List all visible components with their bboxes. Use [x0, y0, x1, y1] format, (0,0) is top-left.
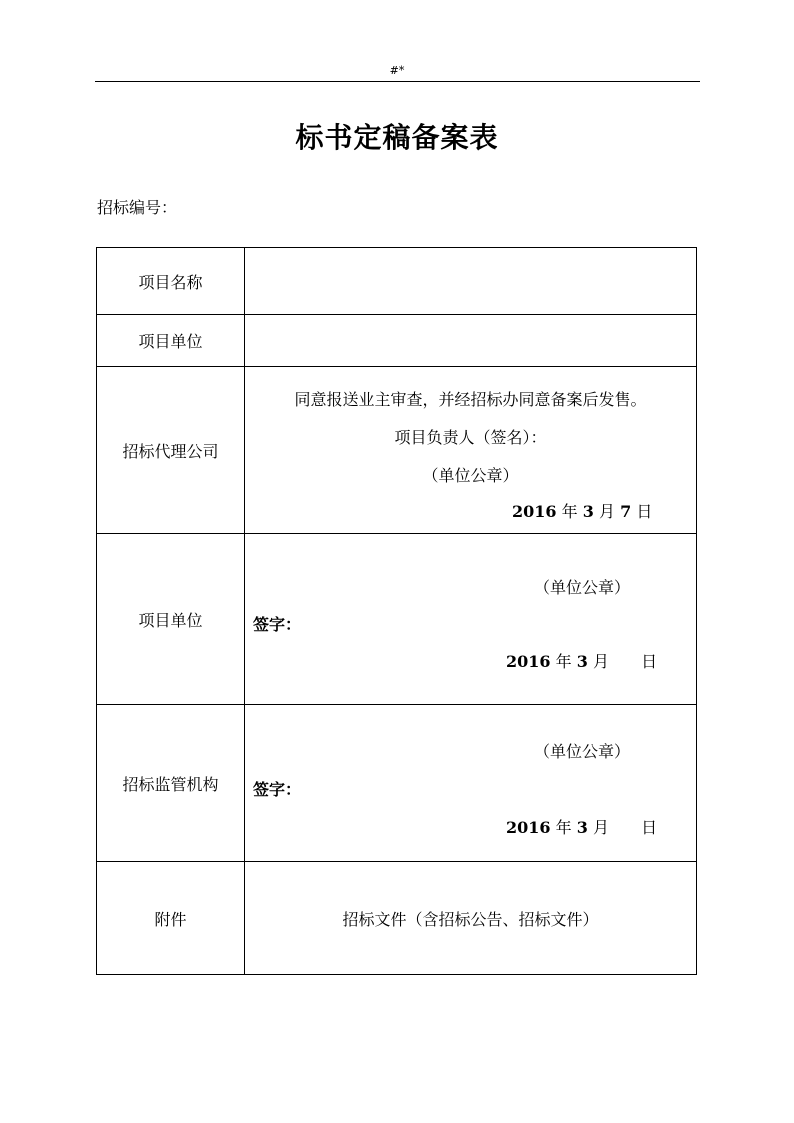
bid-number-label: 招标编号： — [97, 198, 178, 217]
row-label-supervision: 招标监管机构 — [97, 705, 245, 862]
project-unit-approval-cell — [245, 534, 697, 705]
filing-form-table — [96, 247, 697, 975]
agency-statement: 同意报送业主审查，并经招标办同意备案后发售。 — [294, 390, 647, 409]
row-label-project-unit: 项目单位 — [97, 534, 245, 705]
project-unit-date: 2016 年 3 月 日 — [506, 652, 658, 671]
project-unit-seal: （单位公章） — [534, 578, 631, 597]
header-mark: #* — [389, 64, 405, 77]
project-unit-sign-label: 签字： — [253, 615, 302, 634]
project-name-field[interactable] — [245, 248, 697, 315]
document-title: 标书定稿备案表 — [295, 121, 499, 154]
supervision-date: 2016 年 3 月 日 — [506, 818, 658, 837]
row-label-project-name: 项目名称 — [97, 248, 245, 315]
row-label-project-unit: 项目单位 — [97, 315, 245, 367]
attachment-value: 招标文件（含招标公告、招标文件） — [245, 862, 697, 975]
agency-date: 2016 年 3 月 7 日 — [512, 502, 653, 521]
table-row — [97, 367, 697, 534]
agency-responsible-signature: 项目负责人（签名）： — [394, 428, 547, 447]
table-row — [97, 862, 697, 975]
supervision-sign-label: 签字： — [253, 780, 302, 799]
table-row — [97, 705, 697, 862]
agency-approval-cell — [245, 367, 697, 534]
table-row — [97, 248, 697, 315]
row-label-attachment: 附件 — [97, 862, 245, 975]
table-row — [97, 315, 697, 367]
table-row — [97, 534, 697, 705]
agency-seal: （单位公章） — [422, 466, 519, 485]
supervision-approval-cell — [245, 705, 697, 862]
row-label-agency: 招标代理公司 — [97, 367, 245, 534]
project-unit-field[interactable] — [245, 315, 697, 367]
header-rule — [95, 81, 700, 82]
supervision-seal: （单位公章） — [534, 742, 631, 761]
